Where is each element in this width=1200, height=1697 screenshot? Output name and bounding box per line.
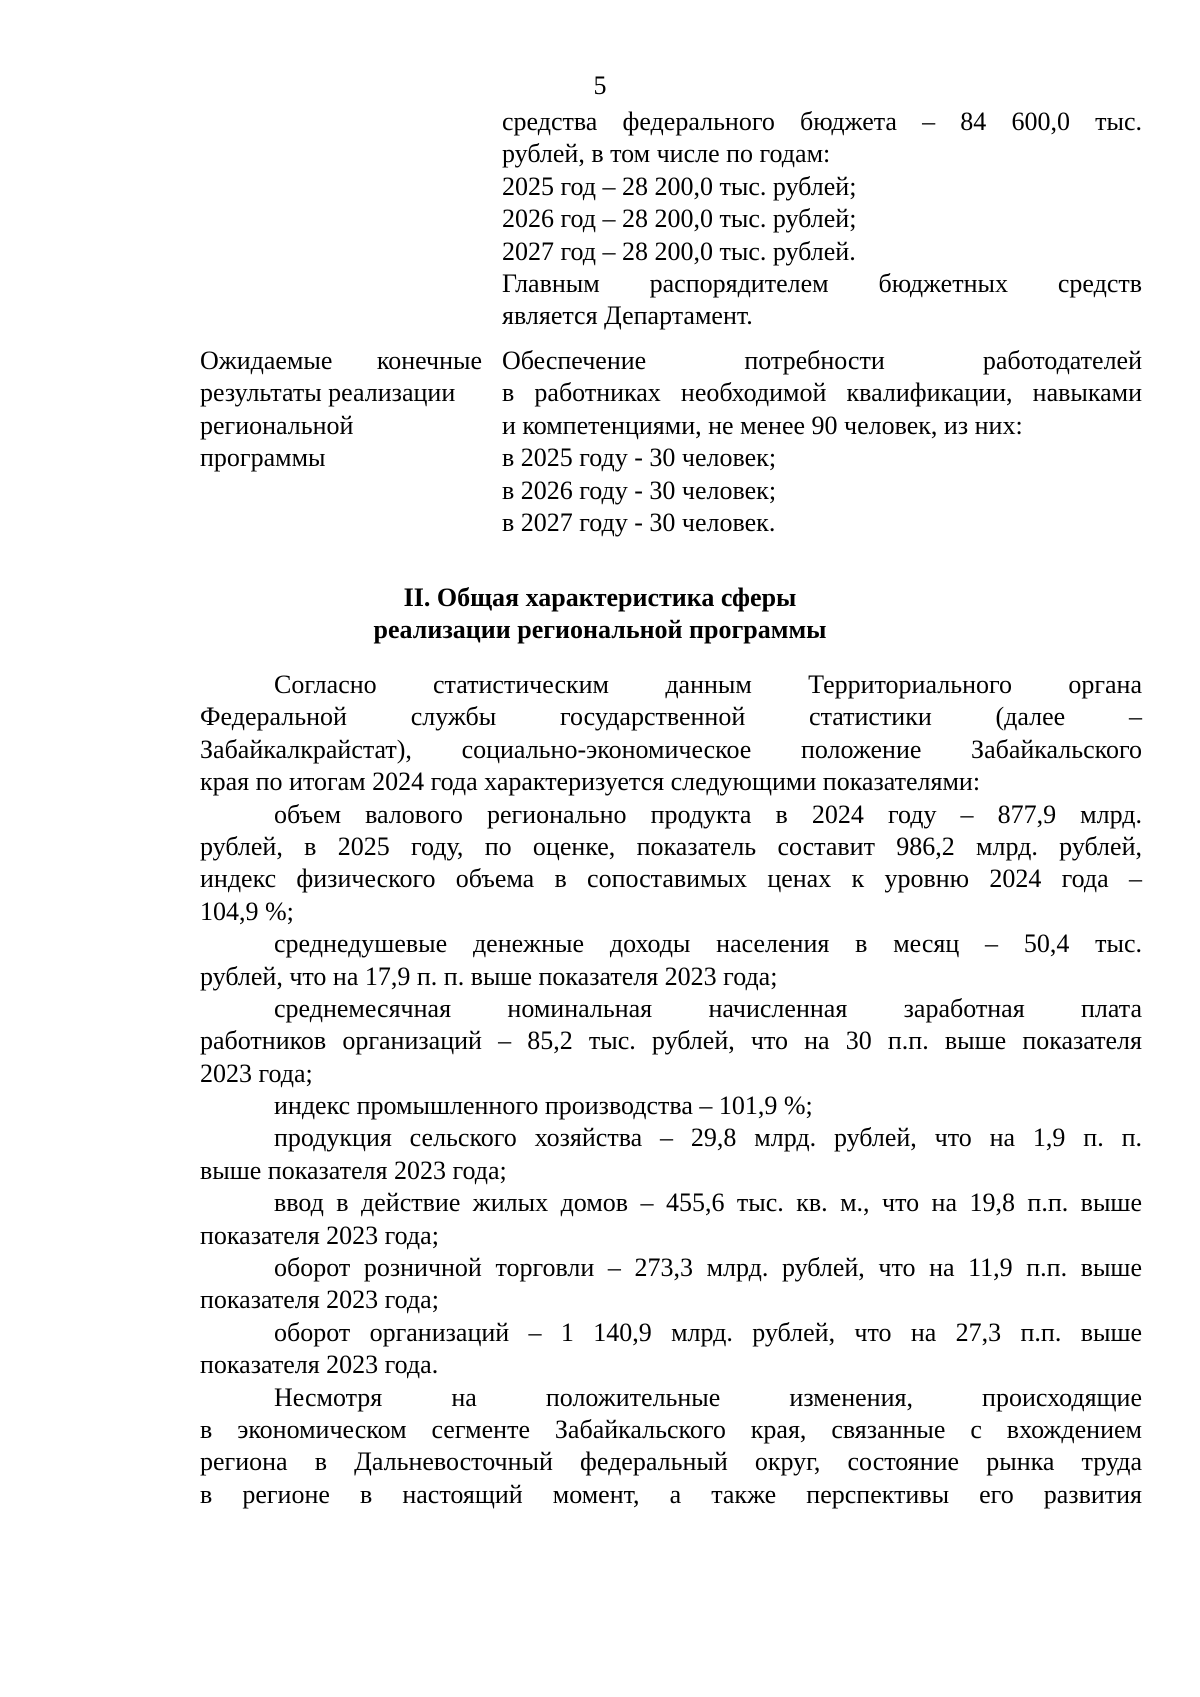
body-line: 2023 года; xyxy=(200,1058,313,1088)
body-line: рублей, что на 17,9 п. п. выше показателя 2023 года; xyxy=(200,961,778,991)
body-line: в экономическом сегменте Забайкальского края, связанные с вхождением xyxy=(200,1414,1142,1444)
body-line: индекс физического объема в сопоставимых ценах к уровню 2024 года – xyxy=(200,864,1142,894)
funding-line: 2026 год – 28 200,0 тыс. рублей; xyxy=(502,204,857,234)
body-line: объем валового регионально продукта в 2024 году – 877,9 млрд. xyxy=(274,799,1142,829)
results-value-line: в 2025 году - 30 человек; xyxy=(502,443,777,473)
funding-line: является Департамент. xyxy=(502,301,753,331)
body-line: рублей, в 2025 году, по оценке, показатель составит 986,2 млрд. рублей, xyxy=(200,831,1142,861)
body-line: среднемесячная номинальная начисленная заработная плата xyxy=(274,993,1142,1023)
funding-line: средства федерального бюджета – 84 600,0 тыс. xyxy=(502,107,1142,136)
results-value-line: и компетенциями, не менее 90 человек, из них: xyxy=(502,410,1023,440)
body-line: региона в Дальневосточный федеральный округ, состояние рынка труда xyxy=(200,1447,1142,1477)
body-line: 104,9 %; xyxy=(200,896,294,926)
body-line: продукция сельского хозяйства – 29,8 млрд. рублей, что на 1,9 п. п. xyxy=(274,1123,1142,1153)
results-label-line: Ожидаемые конечные xyxy=(200,346,482,375)
funding-line: рублей, в том числе по годам: xyxy=(502,139,831,169)
results-value-line: в работниках необходимой квалификации, навыками xyxy=(502,378,1142,408)
results-label xyxy=(200,345,482,475)
body-line: края по итогам 2024 года характеризуется следующими показателями: xyxy=(200,767,981,797)
results-value xyxy=(502,345,1142,539)
body-text xyxy=(200,669,1142,1511)
results-label-line: результаты реализации xyxy=(200,378,456,408)
results-label-line: программы xyxy=(200,443,326,473)
body-line: Несмотря на положительные изменения, происходящие xyxy=(274,1382,1142,1412)
body-line: индекс промышленного производства – 101,9 %; xyxy=(274,1091,813,1121)
body-line: оборот розничной торговли – 273,3 млрд. рублей, что на 11,9 п.п. выше xyxy=(274,1253,1142,1283)
funding-line: Главным распорядителем бюджетных средств xyxy=(502,268,1142,298)
body-line: Забайкалкрайстат), социально-экономическое положение Забайкальского xyxy=(200,734,1142,764)
body-line: оборот организаций – 1 140,9 млрд. рублей, что на 27,3 п.п. выше xyxy=(274,1317,1142,1347)
section-title-line-2: реализации региональной программы xyxy=(373,615,827,644)
body-line: среднедушевые денежные доходы населения в месяц – 50,4 тыс. xyxy=(274,929,1142,959)
results-value-line: Обеспечение потребности работодателей xyxy=(502,346,1142,375)
body-line: показателя 2023 года. xyxy=(200,1350,439,1380)
body-line: Федеральной службы государственной статистики (далее – xyxy=(200,702,1142,732)
funding-line: 2025 год – 28 200,0 тыс. рублей; xyxy=(502,171,857,201)
funding-line: 2027 год – 28 200,0 тыс. рублей. xyxy=(502,236,856,266)
page-number: 5 xyxy=(593,71,607,100)
funding-block xyxy=(502,106,1142,333)
results-value-line: в 2027 году - 30 человек. xyxy=(502,507,776,537)
body-line: Согласно статистическим данным Территориального органа xyxy=(274,670,1142,699)
body-line: показателя 2023 года; xyxy=(200,1220,439,1250)
body-line: показателя 2023 года; xyxy=(200,1285,439,1315)
section-title-line-1: II. Общая характеристика сферы xyxy=(403,583,797,612)
body-line: в регионе в настоящий момент, а также перспективы его развития xyxy=(200,1479,1142,1509)
body-line: ввод в действие жилых домов – 455,6 тыс. кв. м., что на 19,8 п.п. выше xyxy=(274,1188,1142,1218)
results-value-line: в 2026 году - 30 человек; xyxy=(502,475,777,505)
results-label-line: региональной xyxy=(200,410,354,440)
body-line: работников организаций – 85,2 тыс. рублей, что на 30 п.п. выше показателя xyxy=(200,1026,1142,1056)
body-line: выше показателя 2023 года; xyxy=(200,1155,507,1185)
